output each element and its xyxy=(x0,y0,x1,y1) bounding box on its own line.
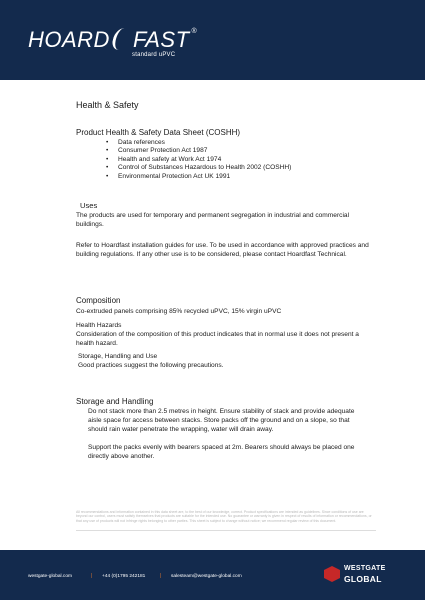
logo-registered-mark: ® xyxy=(191,28,198,35)
composition-heading: Composition xyxy=(76,296,121,305)
composition-paragraph: Co-extruded panels comprising 85% recycled uPVC, 15% virgin uPVC xyxy=(76,308,282,315)
list-item: • Health and safety at Work Act 1974 xyxy=(106,156,291,164)
footer-phone[interactable]: +44 (0)1795 242181 xyxy=(102,574,146,579)
uses-heading: Uses xyxy=(80,201,98,210)
disclaimer-text: All recommendations and information contained in this data sheet are, to the best of our knowledge, correct. Product specifications are intended as guidelines. Since conditions of use are beyond our control, users must satisfy themselves that products are suitable for the intended use. No guarantee or warranty is given in respect of results of information or recommendations, or that any use of products will not infringe rights belonging to other parties. This sheet is subject to change without notice; we recommend regular review of this document. xyxy=(76,510,372,523)
list-item: • Control of Substances Hazardous to Health 2002 (COSHH) xyxy=(106,164,291,172)
disclaimer-divider xyxy=(76,530,376,531)
hazards-paragraph: Consideration of the composition of this product indicates that in normal use it does not present a health hazard. xyxy=(76,331,359,347)
brand-line-2: GLOBAL xyxy=(344,574,382,584)
westgate-hexagon-icon xyxy=(324,566,340,582)
footer-divider: | xyxy=(160,573,162,579)
logo-left-text: HOARD xyxy=(28,27,110,52)
list-item: • Consumer Protection Act 1987 xyxy=(106,147,291,155)
logo-subtitle: standard uPVC xyxy=(132,52,176,58)
header-banner xyxy=(0,0,425,80)
storage-paragraph-2: Support the packs evenly with bearers spaced at 2m. Bearers should always be placed one directly above another. xyxy=(88,444,355,460)
footer-divider: | xyxy=(91,573,93,579)
list-item: • Environmental Protection Act UK 1991 xyxy=(106,173,291,181)
brand-line-1: WESTGATE xyxy=(344,565,386,572)
list-item: • Data references xyxy=(106,139,291,147)
page-title: Health & Safety xyxy=(76,100,139,110)
sds-heading: Product Health & Safety Data Sheet (COSHH) xyxy=(76,128,241,137)
hazards-heading: Health Hazards xyxy=(76,322,122,329)
storage-heading-word: Storage xyxy=(76,397,105,406)
storage-use-heading: Storage, Handling and Use xyxy=(78,353,158,360)
storage-use-paragraph: Good practices suggest the following precautions. xyxy=(78,362,224,369)
westgate-global-logo xyxy=(324,564,414,588)
storage-handling-heading xyxy=(76,397,153,406)
footer-email-link[interactable]: salesteam@westgate-global.com xyxy=(171,574,242,579)
logo-right-text: FAST xyxy=(132,27,190,52)
handling-heading-words: and Handling xyxy=(106,397,154,406)
footer-banner xyxy=(0,550,425,600)
footer-website-link[interactable]: westgate-global.com xyxy=(28,574,72,579)
storage-paragraph-1: Do not stack more than 2.5 metres in height. Ensure stability of stack and provide adequate aisle space for access between stacks. Store packs off the ground and on a slope, so that should rain water penetrate the wrapping, water will drain away. xyxy=(88,408,355,433)
uses-paragraph-1: The products are used for temporary and permanent segregation in industrial and commercial buildings. xyxy=(76,212,350,228)
logo-swoosh-icon xyxy=(110,28,133,50)
references-list xyxy=(106,139,291,181)
hoardfast-logo xyxy=(28,27,198,58)
uses-paragraph-2: Refer to Hoardfast installation guides for use. To be used in accordance with approved practices and building regulations. If any other use is to be considered, please contact Hoardfast Technical. xyxy=(76,242,369,258)
